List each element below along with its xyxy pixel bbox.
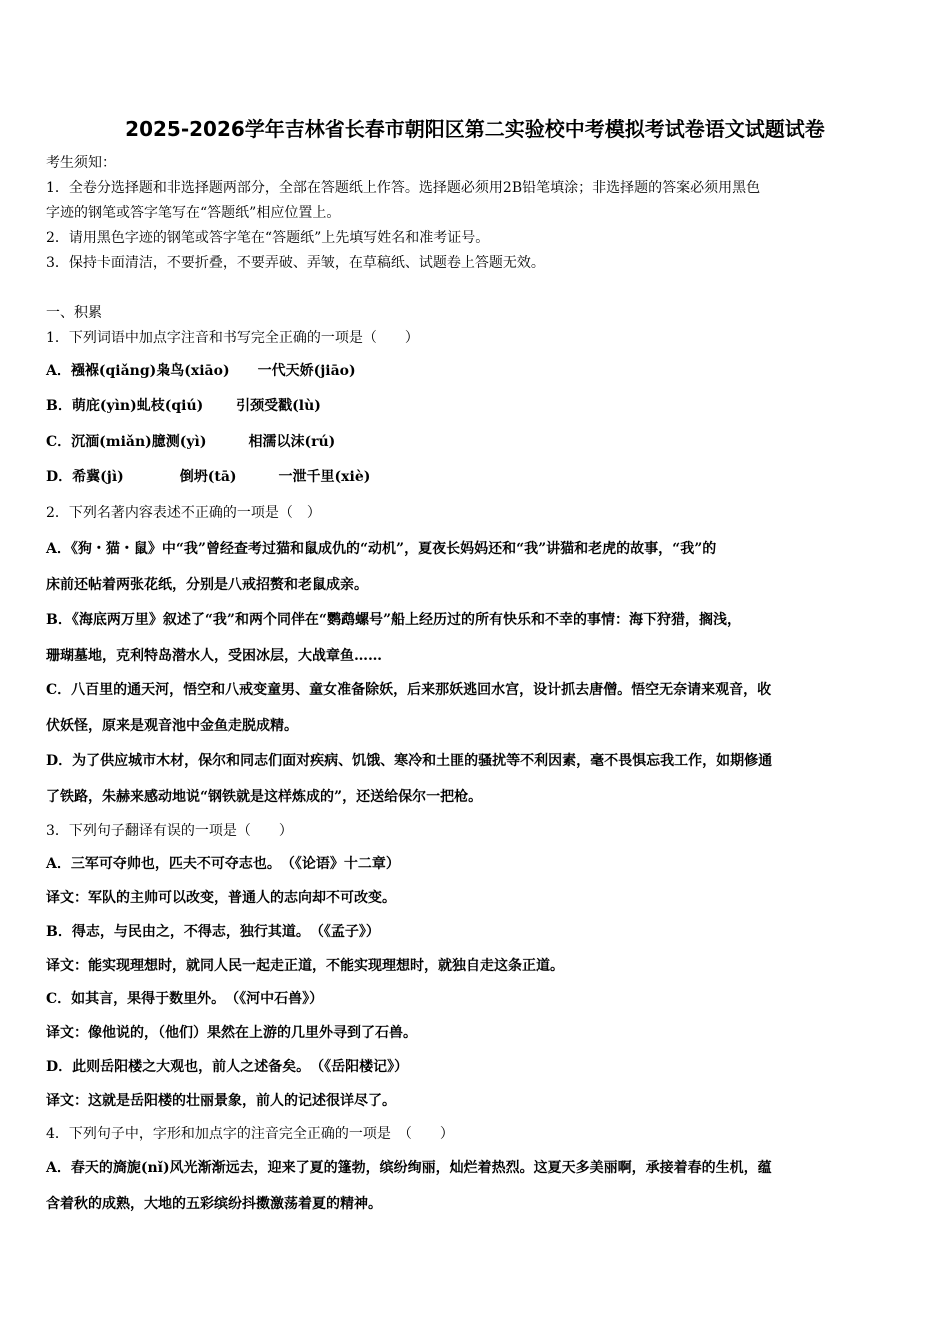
section-heading: 一、积累 [46,305,102,321]
question-1-option: A．襁褓(qiǎng)枭鸟(xiāo) 一代天娇(jiāo) [46,363,356,379]
question-4-option: A．春天的旖旎(nǐ)风光渐渐远去，迎来了夏的篷勃，缤纷绚丽，灿烂着热烈。这夏天多美丽啊，承接着春的生机，蕴 [46,1160,772,1176]
question-3-stem: 3．下列句子翻译有误的一项是（ ） [46,823,293,839]
question-3-translation: 译文：能实现理想时，就同人民一起走正道，不能实现理想时，就独自走这条正道。 [46,958,564,974]
question-2-option: C．八百里的通天河，悟空和八戒变童男、童女准备除妖，后来那妖逃回水宫，设计抓去唐僧。悟空无奈请来观音，收 [46,682,772,698]
question-2-option: A．《狗・猫・鼠》中“我”曾经查考过猫和鼠成仇的“动机”，夏夜长妈妈还和“我”讲猫和老虎的故事，“我”的 [46,541,717,557]
notice-item: 1．全卷分选择题和非选择题两部分，全部在答题纸上作答。选择题必须用2B铅笔填涂；非选择题的答案必须用黑色 [46,180,761,196]
question-2-option: D．为了供应城市木材，保尔和同志们面对疾病、饥饿、寒冷和土匪的骚扰等不利因素，毫不畏惧忘我工作，如期修通 [46,753,773,769]
question-3-option: B．得志，与民由之，不得志，独行其道。 （《孟子》） [46,924,380,940]
question-3-translation: 译文：像他说的，（他们）果然在上游的几里外寻到了石兽。 [46,1025,417,1041]
notice-item: 字迹的钢笔或答字笔写在“答题纸”相应位置上。 [46,205,341,221]
question-3-option: D．此则岳阳楼之大观也，前人之述备矣。 （《岳阳楼记》） [46,1059,409,1075]
question-1-stem: 1．下列词语中加点字注音和书写完全正确的一项是（ ） [46,330,419,346]
question-2-stem: 2．下列名著内容表述不正确的一项是（ ） [46,505,321,521]
question-3-translation: 译文：这就是岳阳楼的壮丽景象，前人的记述很详尽了。 [46,1093,396,1109]
notice-item: 2．请用黑色字迹的钢笔或答字笔在“答题纸”上先填写姓名和准考证号。 [46,230,490,246]
question-2-option: 珊瑚墓地，克利特岛潜水人，受困冰层，大战章鱼…… [46,648,382,664]
page-title: 2025-2026学年吉林省长春市朝阳区第二实验校中考模拟考试卷语文试题试卷 [125,117,825,141]
question-4-option: 含着秋的成熟，大地的五彩缤纷抖擞激荡着夏的精神。 [46,1196,382,1212]
question-4-stem: 4．下列句子中，字形和加点字的注音完全正确的一项是 （ ） [46,1126,454,1142]
question-1-option: B．萌庇(yìn)虬枝(qiú) 引颈受戳(lù) [46,398,321,414]
notice-item: 3．保持卡面清洁，不要折叠，不要弄破、弄皱，在草稿纸、试题卷上答题无效。 [46,255,545,271]
question-1-option: C．沉湎(miǎn)臆测(yì) 相濡以沫(rú) [46,434,336,450]
question-2-option: 伏妖怪，原来是观音池中金鱼走脱成精。 [46,718,298,734]
question-2-option: 了铁路，朱赫来感动地说“钢铁就是这样炼成的”，还送给保尔一把枪。 [46,789,483,805]
notice-heading: 考生须知： [46,155,116,171]
question-1-option: D．希冀(jì) 倒坍(tā) 一泄千里(xiè) [46,469,371,485]
question-3-option: C．如其言，果得于数里外。 （《河中石兽》） [46,991,324,1007]
question-3-translation: 译文：军队的主帅可以改变，普通人的志向却不可改变。 [46,890,396,906]
question-2-option: 床前还帖着两张花纸，分别是八戒招赘和老鼠成亲。 [46,577,368,593]
question-3-option: A．三军可夺帅也，匹夫不可夺志也。 （《论语》十二章） [46,856,400,872]
question-2-option: B．《海底两万里》叙述了“我”和两个同伴在“鹦鹉螺号”船上经历过的所有快乐和不幸的事情：海下狩猎，搁浅， [46,612,742,628]
